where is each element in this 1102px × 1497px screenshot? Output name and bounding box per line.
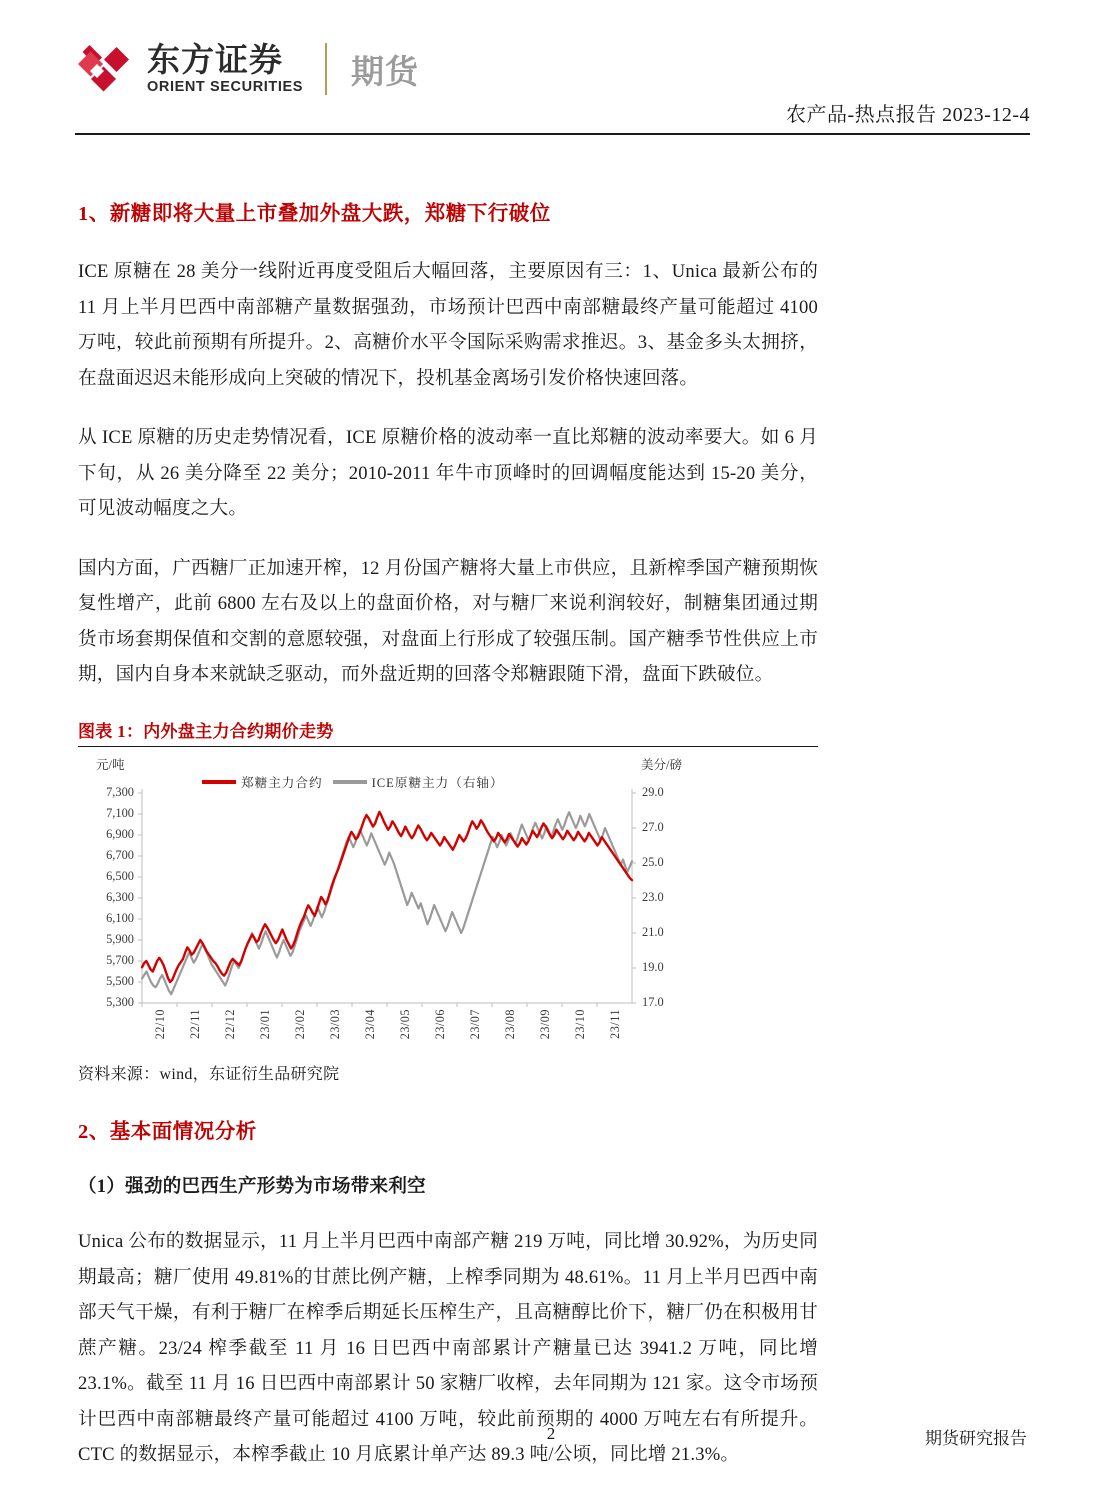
- header-report-meta: 农产品-热点报告 2023-12-4: [786, 104, 1030, 126]
- chart-y-tick-left: 6,300: [106, 890, 134, 905]
- figure-1-caption: 图表 1：内外盘主力合约期价走势: [78, 721, 334, 741]
- chart-x-tick: 23/05: [397, 1009, 412, 1040]
- header-divider: [75, 133, 1030, 135]
- chart-y-tick-right: 21.0: [642, 925, 664, 940]
- chart-y-tick-left: 6,500: [106, 869, 134, 884]
- chart-x-tick: 23/03: [327, 1009, 342, 1040]
- chart-x-tick: 22/11: [187, 1009, 202, 1039]
- orient-securities-logo-icon: [75, 40, 133, 98]
- paragraph-1: ICE 原糖在 28 美分一线附近再度受阻后大幅回落，主要原因有三：1、Unica 最新公布的 11 月上半月巴西中南部糖产量数据强劲，市场预计巴西中南部糖最终产量可能超过 4100 万吨，较此前预期有所提升。2、高糖价水平令国际采购需求推迟。3、基金多头太拥挤，在盘面迟迟未能形成向上突破的情况下，投机基金离场引发价格快速回落。: [78, 261, 818, 389]
- chart-y-tick-left: 6,700: [106, 848, 134, 863]
- figure-1: [78, 717, 818, 1085]
- section-2-heading: 2、基本面情况分析: [78, 1121, 257, 1144]
- chart-x-tick: 23/02: [292, 1009, 307, 1040]
- brand-logo: [75, 40, 419, 98]
- chart-x-tick: 23/04: [362, 1009, 377, 1040]
- chart-y-tick-left: 7,100: [106, 806, 134, 821]
- paragraph-4: Unica 公布的数据显示，11 月上半月巴西中南部产糖 219 万吨，同比增 30.92%，为历史同期最高；糖厂使用 49.81%的甘蔗比例产糖，上榨季同期为 48.61%。11 月上半月巴西中南部天气干燥，有利于糖厂在榨季后期延长压榨生产，且高糖醇比价下，糖厂仍在积极用甘蔗产糖。23/24 榨季截至 11 月 16 日巴西中南部累计产糖量已达 3941.2 万吨，同比增 23.1%。截至 11 月 16 日巴西中南部累计 50 家糖厂收榨，去年同期为 121 家。这令市场预计巴西中南部糖最终产量可能超过 4100 万吨，较此前预期的 4000 万吨左右有所提升。CTC 的数据显示，本榨季截止 10 月底累计单产达 89.3 吨/公顷，同比增 21.3%。: [78, 1231, 818, 1466]
- chart-x-tick: 23/07: [467, 1009, 482, 1040]
- chart-x-tick: 23/09: [537, 1009, 552, 1040]
- main-content: [78, 196, 818, 1497]
- chart-x-tick: 23/08: [502, 1009, 517, 1040]
- chart-x-tick: 23/10: [572, 1009, 587, 1040]
- page-number: 2: [546, 1424, 556, 1443]
- brand-sub-label: 期货: [351, 52, 420, 90]
- brand-name-cn: 东方证券: [147, 40, 283, 78]
- figure-1-rule: [78, 746, 818, 748]
- chart-y-tick-left: 5,300: [106, 995, 134, 1010]
- chart-y-tick-left: 6,900: [106, 827, 134, 842]
- paragraph-2: 从 ICE 原糖的历史走势情况看，ICE 原糖价格的波动率一直比郑糖的波动率要大。如 6 月下旬，从 26 美分降至 22 美分；2010-2011 年牛市顶峰时的回调幅度能达到 15-20 美分，可见波动幅度之大。: [78, 427, 818, 519]
- chart-y-tick-right: 17.0: [642, 995, 664, 1010]
- chart-y-tick-right: 29.0: [642, 785, 664, 800]
- chart-y-tick-right: 27.0: [642, 820, 664, 835]
- chart-y-tick-left: 6,100: [106, 911, 134, 926]
- section-1-heading: 1、新糖即将大量上市叠加外盘大跌，郑糖下行破位: [78, 203, 551, 225]
- chart-y-tick-left: 5,900: [106, 932, 134, 947]
- chart-left-axis-unit: 元/吨: [96, 758, 125, 773]
- chart-y-tick-right: 25.0: [642, 855, 664, 870]
- chart-x-tick: 23/01: [257, 1009, 272, 1040]
- chart-x-tick: 22/10: [152, 1009, 167, 1040]
- brand-name-en: ORIENT SECURITIES: [147, 78, 304, 95]
- chart-right-axis-unit: 美分/磅: [641, 758, 682, 773]
- chart-x-tick: 23/06: [432, 1009, 447, 1040]
- chart-x-tick: 23/11: [607, 1009, 622, 1039]
- footer-report-label: 期货研究报告: [925, 1429, 1027, 1448]
- chart-x-tick: 22/12: [222, 1009, 237, 1040]
- chart-y-tick-left: 7,300: [106, 785, 134, 800]
- chart-y-tick-right: 19.0: [642, 960, 664, 975]
- section-2-sub-1-heading: （1）强劲的巴西生产形势为市场带来利空: [78, 1177, 426, 1198]
- legend-label-series2: ICE原糖主力（右轴）: [371, 776, 504, 791]
- page-header: [75, 40, 1030, 135]
- paragraph-3: 国内方面，广西糖厂正加速开榨，12 月份国产糖将大量上市供应，且新榨季国产糖预期恢复性增产，此前 6800 左右及以上的盘面价格，对与糖厂来说利润较好，制糖集团通过期货市场套期保值和交割的意愿较强，对盘面上行形成了较强压制。国产糖季节性供应上市期，国内自身本来就缺乏驱动，而外盘近期的回落令郑糖跟随下滑，盘面下跌破位。: [78, 557, 818, 685]
- figure-1-source: 资料来源：wind，东证衍生品研究院: [78, 1066, 340, 1084]
- chart-y-tick-left: 5,700: [106, 953, 134, 968]
- legend-label-series1: 郑糖主力合约: [241, 776, 323, 791]
- chart-y-tick-left: 5,500: [106, 974, 134, 989]
- chart-y-tick-right: 23.0: [642, 890, 664, 905]
- chart-plot-area: [84, 755, 684, 1045]
- brand-divider: [325, 43, 327, 95]
- figure-1-chart: [84, 755, 684, 1045]
